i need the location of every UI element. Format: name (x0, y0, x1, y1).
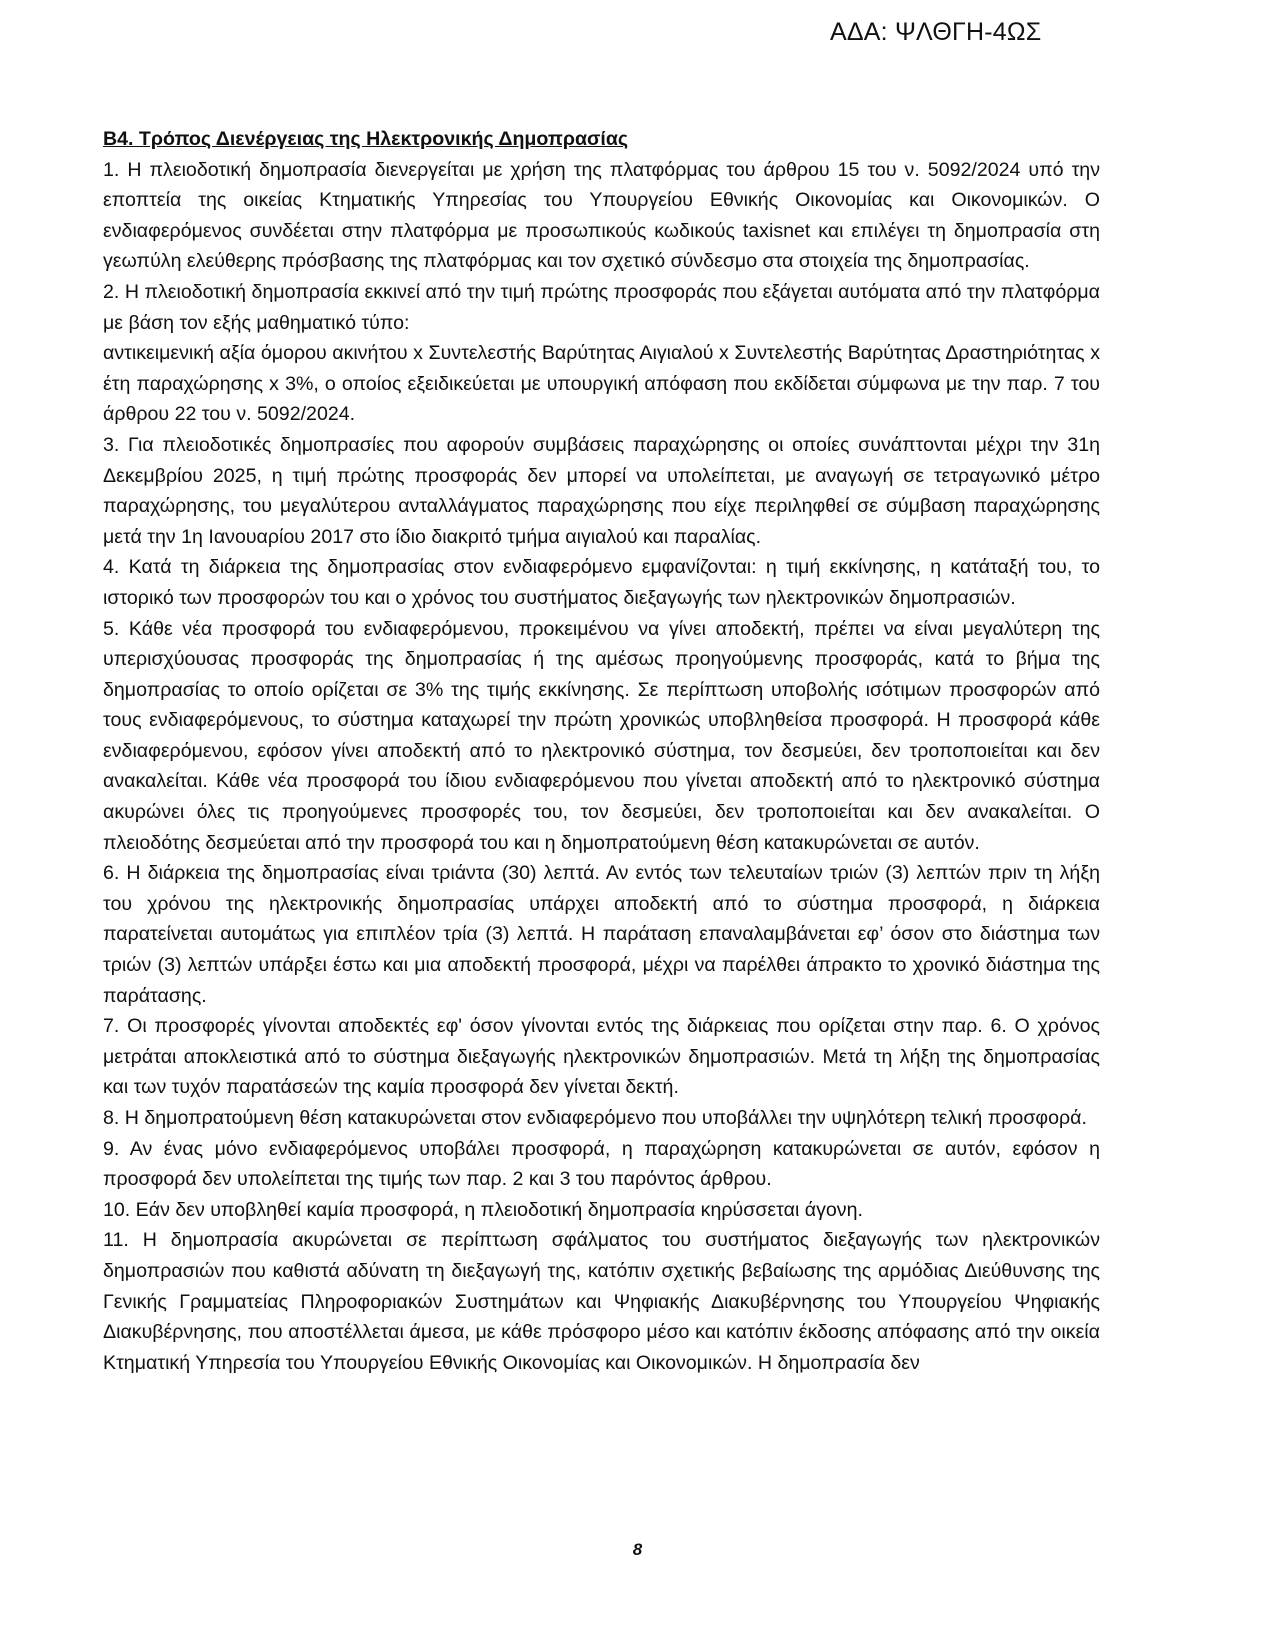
paragraph-2: 2. Η πλειοδοτική δημοπρασία εκκινεί από την τιμή πρώτης προσφοράς που εξάγεται αυτόματα από την πλατφόρμα με βάση τον εξής μαθηματικό τύπο: (103, 280, 1100, 334)
paragraph-5: 5. Κάθε νέα προσφορά του ενδιαφερόμενου, προκειμένου να γίνει αποδεκτή, πρέπει να είναι μεγαλύτερη της υπερισχύουσας προσφοράς της δημοπρασίας ή της αμέσως προηγούμενης προσφοράς, κατά το βήμα της δημοπρασίας το οποίο ορίζεται σε 3% της τιμής εκκίνησης. Σε περίπτωση υποβολής ισότιμων προσφορών από τους ενδιαφερόμενους, το σύστημα καταχωρεί την πρώτη χρονικώς υποβληθείσα προσφορά. Η προσφορά κάθε ενδιαφερόμενου, εφόσον γίνει αποδεκτή από το ηλεκτρονικό σύστημα, τον δεσμεύει, δεν τροποποιείται και δεν ανακαλείται. Κάθε νέα προσφορά του ίδιου ενδιαφερόμενου που γίνεται αποδεκτή από το ηλεκτρονικό σύστημα ακυρώνει όλες τις προηγούμενες προσφορές του, τον δεσμεύει, δεν τροποποιείται και δεν ανακαλείται. Ο πλειοδότης δεσμεύεται από την προσφορά του και η δημοπρατούμενη θέση κατακυρώνεται σε αυτόν. (103, 617, 1100, 854)
paragraph-9: 9. Αν ένας μόνο ενδιαφερόμενος υποβάλει προσφορά, η παραχώρηση κατακυρώνεται σε αυτόν, εφόσον η προσφορά δεν υπολείπεται της τιμής των παρ. 2 και 3 του παρόντος άρθρου. (103, 1137, 1100, 1191)
paragraph-3: 3. Για πλειοδοτικές δημοπρασίες που αφορούν συμβάσεις παραχώρησης οι οποίες συνάπτονται μέχρι την 31η Δεκεμβρίου 2025, η τιμή πρώτης προσφοράς δεν μπορεί να υπολείπεται, με αναγωγή σε τετραγωνικό μέτρο παραχώρησης, του μεγαλύτερου ανταλλάγματος παραχώρησης που είχε περιληφθεί σε σύμβαση παραχώρησης μετά την 1η Ιανουαρίου 2017 στο ίδιο διακριτό τμήμα αιγιαλού και παραλίας. (103, 433, 1100, 548)
document-body (103, 124, 1100, 1378)
ada-code-header: ΑΔΑ: ΨΛΘΓΗ-4ΩΣ (830, 18, 1042, 46)
paragraph-formula: αντικειμενική αξία όμορου ακινήτου x Συντελεστής Βαρύτητας Αιγιαλού x Συντελεστής Βαρύτητας Δραστηριότητας x έτη παραχώρησης x 3%, ο οποίος εξειδικεύεται με υπουργική απόφαση που εκδίδεται σύμφωνα με την παρ. 7 του άρθρου 22 του ν. 5092/2024. (103, 342, 1100, 426)
paragraph-8: 8. Η δημοπρατούμενη θέση κατακυρώνεται στον ενδιαφερόμενο που υποβάλλει την υψηλότερη τελική προσφορά. (103, 1107, 1087, 1129)
paragraph-10: 10. Εάν δεν υποβληθεί καμία προσφορά, η πλειοδοτική δημοπρασία κηρύσσεται άγονη. (103, 1198, 863, 1221)
paragraph-7: 7. Οι προσφορές γίνονται αποδεκτές εφ' όσον γίνονται εντός της διάρκειας που ορίζεται στην παρ. 6. Ο χρόνος μετράται αποκλειστικά από το σύστημα διεξαγωγής ηλεκτρονικών δημοπρασιών. Μετά τη λήξη της δημοπρασίας και των τυχόν παρατάσεών της καμία προσφορά δεν γίνεται δεκτή. (103, 1015, 1100, 1099)
page-number: 8 (632, 1540, 643, 1559)
paragraph-1: 1. Η πλειοδοτική δημοπρασία διενεργείται με χρήση της πλατφόρμας του άρθρου 15 του ν. 5092/2024 υπό την εποπτεία της οικείας Κτηματικής Υπηρεσίας του Υπουργείου Εθνικής Οικονομίας και Οικονομικών. Ο ενδιαφερόμενος συνδέεται στην πλατφόρμα με προσωπικούς κωδικούς taxisnet και επιλέγει τη δημοπρασία στη γεωπύλη ελεύθερης πρόσβασης της πλατφόρμας και τον σχετικό σύνδεσμο στα στοιχεία της δημοπρασίας. (103, 158, 1100, 273)
paragraph-4: 4. Κατά τη διάρκεια της δημοπρασίας στον ενδιαφερόμενο εμφανίζονται: η τιμή εκκίνησης, η κατάταξή του, το ιστορικό των προσφορών του και ο χρόνος του συστήματος διεξαγωγής των ηλεκτρονικών δημοπρασιών. (103, 556, 1100, 609)
paragraph-11: 11. Η δημοπρασία ακυρώνεται σε περίπτωση σφάλματος του συστήματος διεξαγωγής των ηλεκτρονικών δημοπρασιών που καθιστά αδύνατη τη διεξαγωγή της, κατόπιν σχετικής βεβαίωσης της αρμόδιας Διεύθυνσης της Γενικής Γραμματείας Πληροφοριακών Συστημάτων και Ψηφιακής Διακυβέρνησης του Υπουργείου Ψηφιακής Διακυβέρνησης, που αποστέλλεται άμεσα, με κάθε πρόσφορο μέσο και κατόπιν έκδοσης απόφασης από την οικεία Κτηματική Υπηρεσία του Υπουργείου Εθνικής Οικονομίας και Οικονομικών. Η δημοπρασία δεν (103, 1229, 1100, 1374)
paragraph-6: 6. Η διάρκεια της δημοπρασίας είναι τριάντα (30) λεπτά. Αν εντός των τελευταίων τριών (3) λεπτών πριν τη λήξη του χρόνου της ηλεκτρονικής δημοπρασίας υπάρχει αποδεκτή από το σύστημα προσφορά, η διάρκεια παρατείνεται αυτομάτως για επιπλέον τρία (3) λεπτά. Η παράταση επαναλαμβάνεται εφ’ όσον στο διάστημα των τριών (3) λεπτών υπάρξει έστω και μια αποδεκτή προσφορά, μέχρι να παρέλθει άπρακτο το χρονικό διάστημα της παράτασης. (103, 862, 1100, 1007)
section-heading: Β4. Τρόπος Διενέργειας της Ηλεκτρονικής Δημοπρασίας (103, 128, 629, 150)
